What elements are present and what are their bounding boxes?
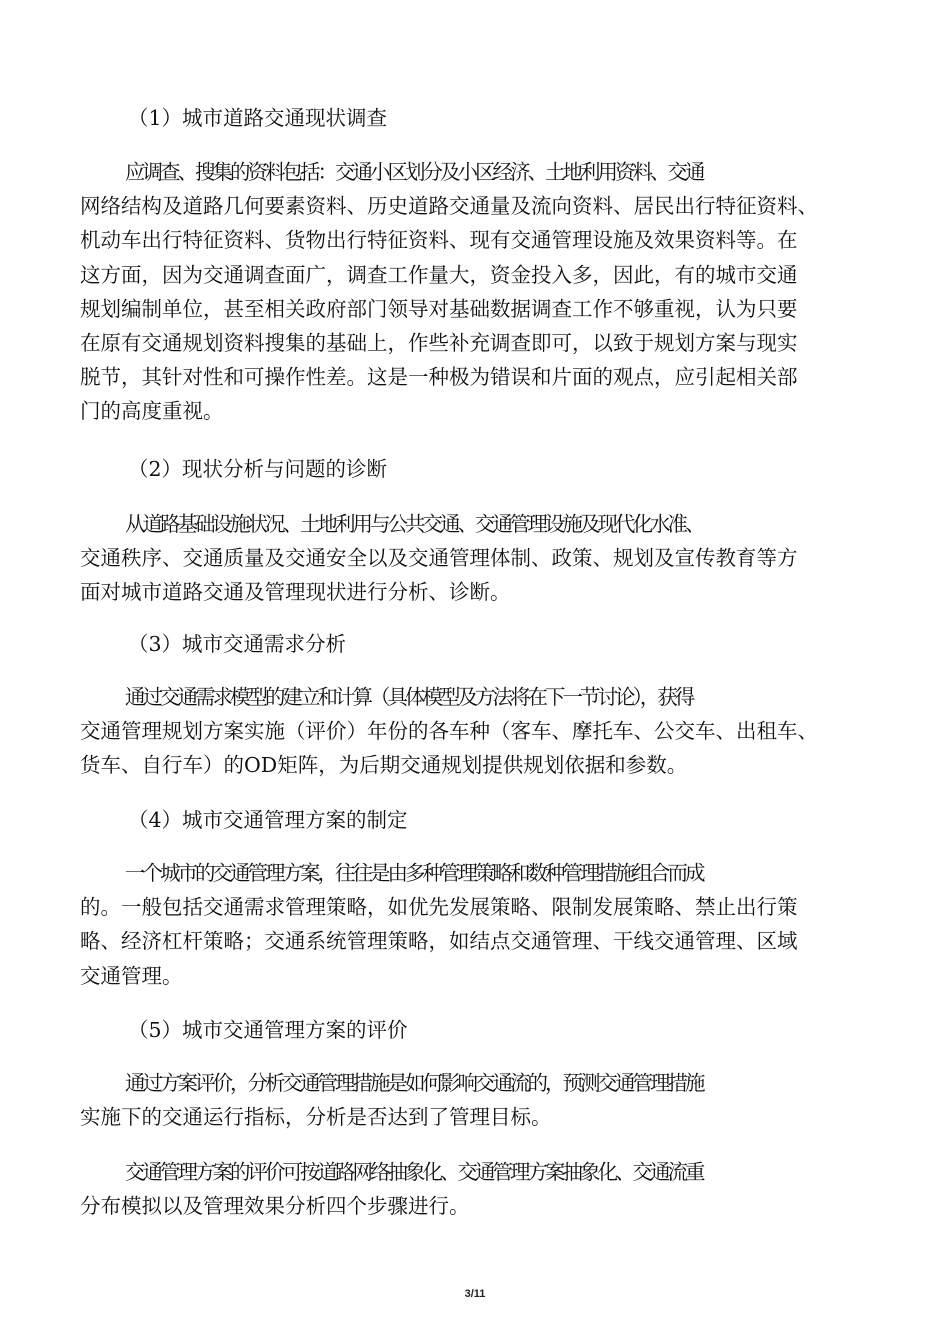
section-2-paragraph-1 — [80, 507, 870, 610]
paragraph-line: 在原有交通规划资料搜集的基础上，作些补充调查即可，以致于规划方案与现实 — [80, 331, 798, 356]
paragraph-line: 略、经济杠杆策略；交通系统管理策略，如结点交通管理、干线交通管理、区域 — [80, 929, 798, 954]
page-number: 3/11 — [464, 1288, 486, 1300]
paragraph-line: 这方面，因为交通调查面广，调查工作量大，资金投入多，因此，有的城市交通 — [80, 262, 798, 287]
paragraph-line: 实施下的交通运行指标，分析是否达到了管理目标。 — [80, 1105, 552, 1130]
paragraph-line: 从道路基础设施状况、土地利用与公共交通、交通管理设施及现代化水准、 — [125, 512, 703, 536]
paragraph-line: 一个城市的交通管理方案，往往是由多种管理策略和数种管理措施组合而成 — [125, 861, 703, 885]
section-4-paragraph-1 — [80, 856, 870, 993]
paragraph-line: 分布模拟以及管理效果分析四个步骤进行。 — [80, 1194, 470, 1219]
paragraph-line: 门的高度重视。 — [80, 399, 224, 424]
section-3-paragraph-1 — [80, 680, 870, 783]
section-heading-1: （1）城市道路交通现状调查 — [128, 106, 388, 130]
paragraph-line: 网络结构及道路几何要素资料、历史道路交通量及流向资料、居民出行特征资料、 — [80, 194, 818, 219]
section-heading-3: （3）城市交通需求分析 — [128, 632, 347, 656]
paragraph-line: 货车、自行车）的OD矩阵，为后期交通规划提供规划依据和参数。 — [80, 753, 688, 778]
paragraph-line: 机动车出行特征资料、货物出行特征资料、现有交通管理设施及效果资料等。在 — [80, 228, 798, 253]
section-1-paragraph-1 — [80, 155, 870, 429]
section-5-paragraph-2 — [80, 1155, 870, 1223]
section-heading-2: （2）现状分析与问题的诊断 — [128, 457, 388, 481]
paragraph-line: 交通管理规划方案实施（评价）年份的各车种（客车、摩托车、公交车、出租车、 — [80, 719, 818, 744]
paragraph-line: 交通管理方案的评价可按道路网络抽象化、交通管理方案抽象化、交通流重 — [125, 1160, 703, 1184]
paragraph-line: 的。一般包括交通需求管理策略，如优先发展策略、限制发展策略、禁止出行策 — [80, 895, 798, 920]
paragraph-line: 脱节，其针对性和可操作性差。这是一种极为错误和片面的观点，应引起相关部 — [80, 365, 798, 390]
section-heading-4: （4）城市交通管理方案的制定 — [128, 808, 408, 832]
section-5-paragraph-1 — [80, 1066, 870, 1134]
paragraph-line: 交通管理。 — [80, 963, 183, 988]
paragraph-line: 通过方案评价，分析交通管理措施是如何影响交通流的，预测交通管理措施 — [125, 1071, 703, 1095]
paragraph-line: 应调查、搜集的资料包括：交通小区划分及小区经济、土地利用资料、交通 — [125, 160, 703, 184]
paragraph-line: 通过交通需求模型的建立和计算（具体模型及方法将在下一节讨论），获得 — [125, 685, 693, 709]
paragraph-line: 规划编制单位，甚至相关政府部门领导对基础数据调查工作不够重视，认为只要 — [80, 296, 798, 321]
section-heading-5: （5）城市交通管理方案的评价 — [128, 1018, 408, 1042]
paragraph-line: 面对城市道路交通及管理现状进行分析、诊断。 — [80, 580, 511, 605]
paragraph-line: 交通秩序、交通质量及交通安全以及交通管理体制、政策、规划及宣传教育等方 — [80, 546, 798, 571]
